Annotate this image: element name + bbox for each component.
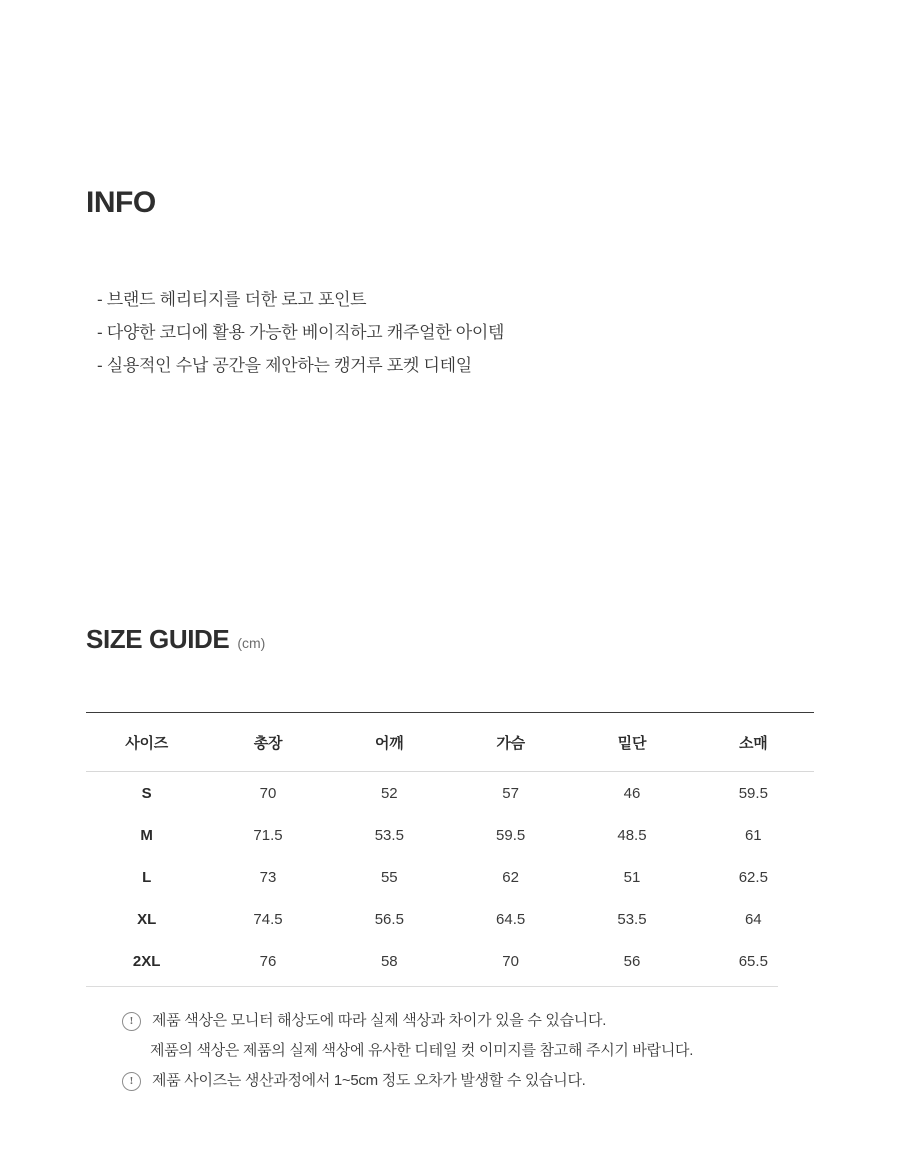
size-guide-section (86, 625, 814, 1097)
column-header-size: 사이즈 (125, 734, 169, 752)
cell-shoulder: 58 (380, 952, 398, 970)
column-header-shoulder: 어깨 (375, 734, 404, 752)
cell-shoulder: 56.5 (374, 910, 404, 928)
note-spacer-icon (122, 1042, 139, 1059)
size-guide-title: SIZE GUIDE (86, 624, 230, 654)
table-row (86, 940, 814, 986)
cell-hem: 56 (623, 952, 641, 970)
column-header-sleeve: 소매 (739, 734, 768, 752)
cell-length: 73 (259, 868, 277, 886)
cell-size: XL (137, 910, 157, 928)
cell-length: 74.5 (253, 910, 283, 928)
note-item (122, 1037, 778, 1065)
cell-chest: 64.5 (496, 910, 526, 928)
cell-sleeve: 65.5 (738, 952, 768, 970)
note-item (122, 1007, 778, 1035)
cell-sleeve: 62.5 (738, 868, 768, 886)
cell-sleeve: 64 (744, 910, 762, 928)
size-table-header (86, 712, 814, 771)
cell-size: M (140, 826, 153, 844)
size-table (86, 712, 814, 986)
cell-chest: 62 (502, 868, 519, 886)
info-bullet-item: - 브랜드 헤리티지를 더한 로고 포인트 (97, 290, 367, 309)
cell-shoulder: 55 (380, 868, 398, 886)
cell-chest: 70 (502, 952, 519, 970)
exclamation-icon: ! (122, 1072, 141, 1091)
cell-size: L (142, 868, 152, 886)
cell-chest: 57 (502, 784, 519, 802)
size-guide-heading (86, 625, 814, 654)
note-text: 제품 사이즈는 생산과정에서 1~5cm 정도 오차가 발생할 수 있습니다. (152, 1071, 586, 1089)
size-table-body (86, 771, 814, 986)
note-item (122, 1067, 778, 1095)
info-bullet-item: - 실용적인 수납 공간을 제안하는 캥거루 포켓 디테일 (97, 356, 472, 375)
cell-hem: 51 (623, 868, 641, 886)
cell-hem: 48.5 (617, 826, 647, 844)
info-bullet-item: - 다양한 코디에 활용 가능한 베이직하고 캐주얼한 아이템 (97, 323, 505, 342)
table-row (86, 814, 814, 856)
cell-hem: 53.5 (617, 910, 647, 928)
table-row (86, 771, 814, 814)
cell-shoulder: 53.5 (374, 826, 404, 844)
cell-sleeve: 61 (744, 826, 762, 844)
column-header-length: 총장 (253, 734, 283, 752)
cell-sleeve: 59.5 (738, 784, 768, 802)
column-header-hem: 밑단 (617, 734, 647, 752)
cell-size: S (141, 784, 152, 802)
cell-shoulder: 52 (380, 784, 398, 802)
size-guide-notes (86, 986, 778, 1095)
exclamation-icon: ! (122, 1012, 141, 1031)
table-header-row (86, 712, 814, 771)
size-guide-unit: (cm) (237, 635, 266, 651)
info-section (86, 186, 826, 375)
cell-length: 71.5 (253, 826, 283, 844)
info-bullet-list (97, 283, 817, 382)
cell-chest: 59.5 (496, 826, 526, 844)
table-row (86, 898, 814, 940)
cell-size: 2XL (132, 952, 161, 970)
column-header-chest: 가슴 (496, 734, 525, 752)
cell-hem: 46 (623, 784, 641, 802)
cell-length: 70 (259, 784, 277, 802)
note-text: 제품 색상은 모니터 해상도에 따라 실제 색상과 차이가 있을 수 있습니다. (152, 1011, 607, 1029)
table-row (86, 856, 814, 898)
info-heading: INFO (86, 186, 156, 219)
note-text: 제품의 색상은 제품의 실제 색상에 유사한 디테일 컷 이미지를 참고해 주시기 바랍니다. (150, 1041, 694, 1059)
cell-length: 76 (259, 952, 277, 970)
